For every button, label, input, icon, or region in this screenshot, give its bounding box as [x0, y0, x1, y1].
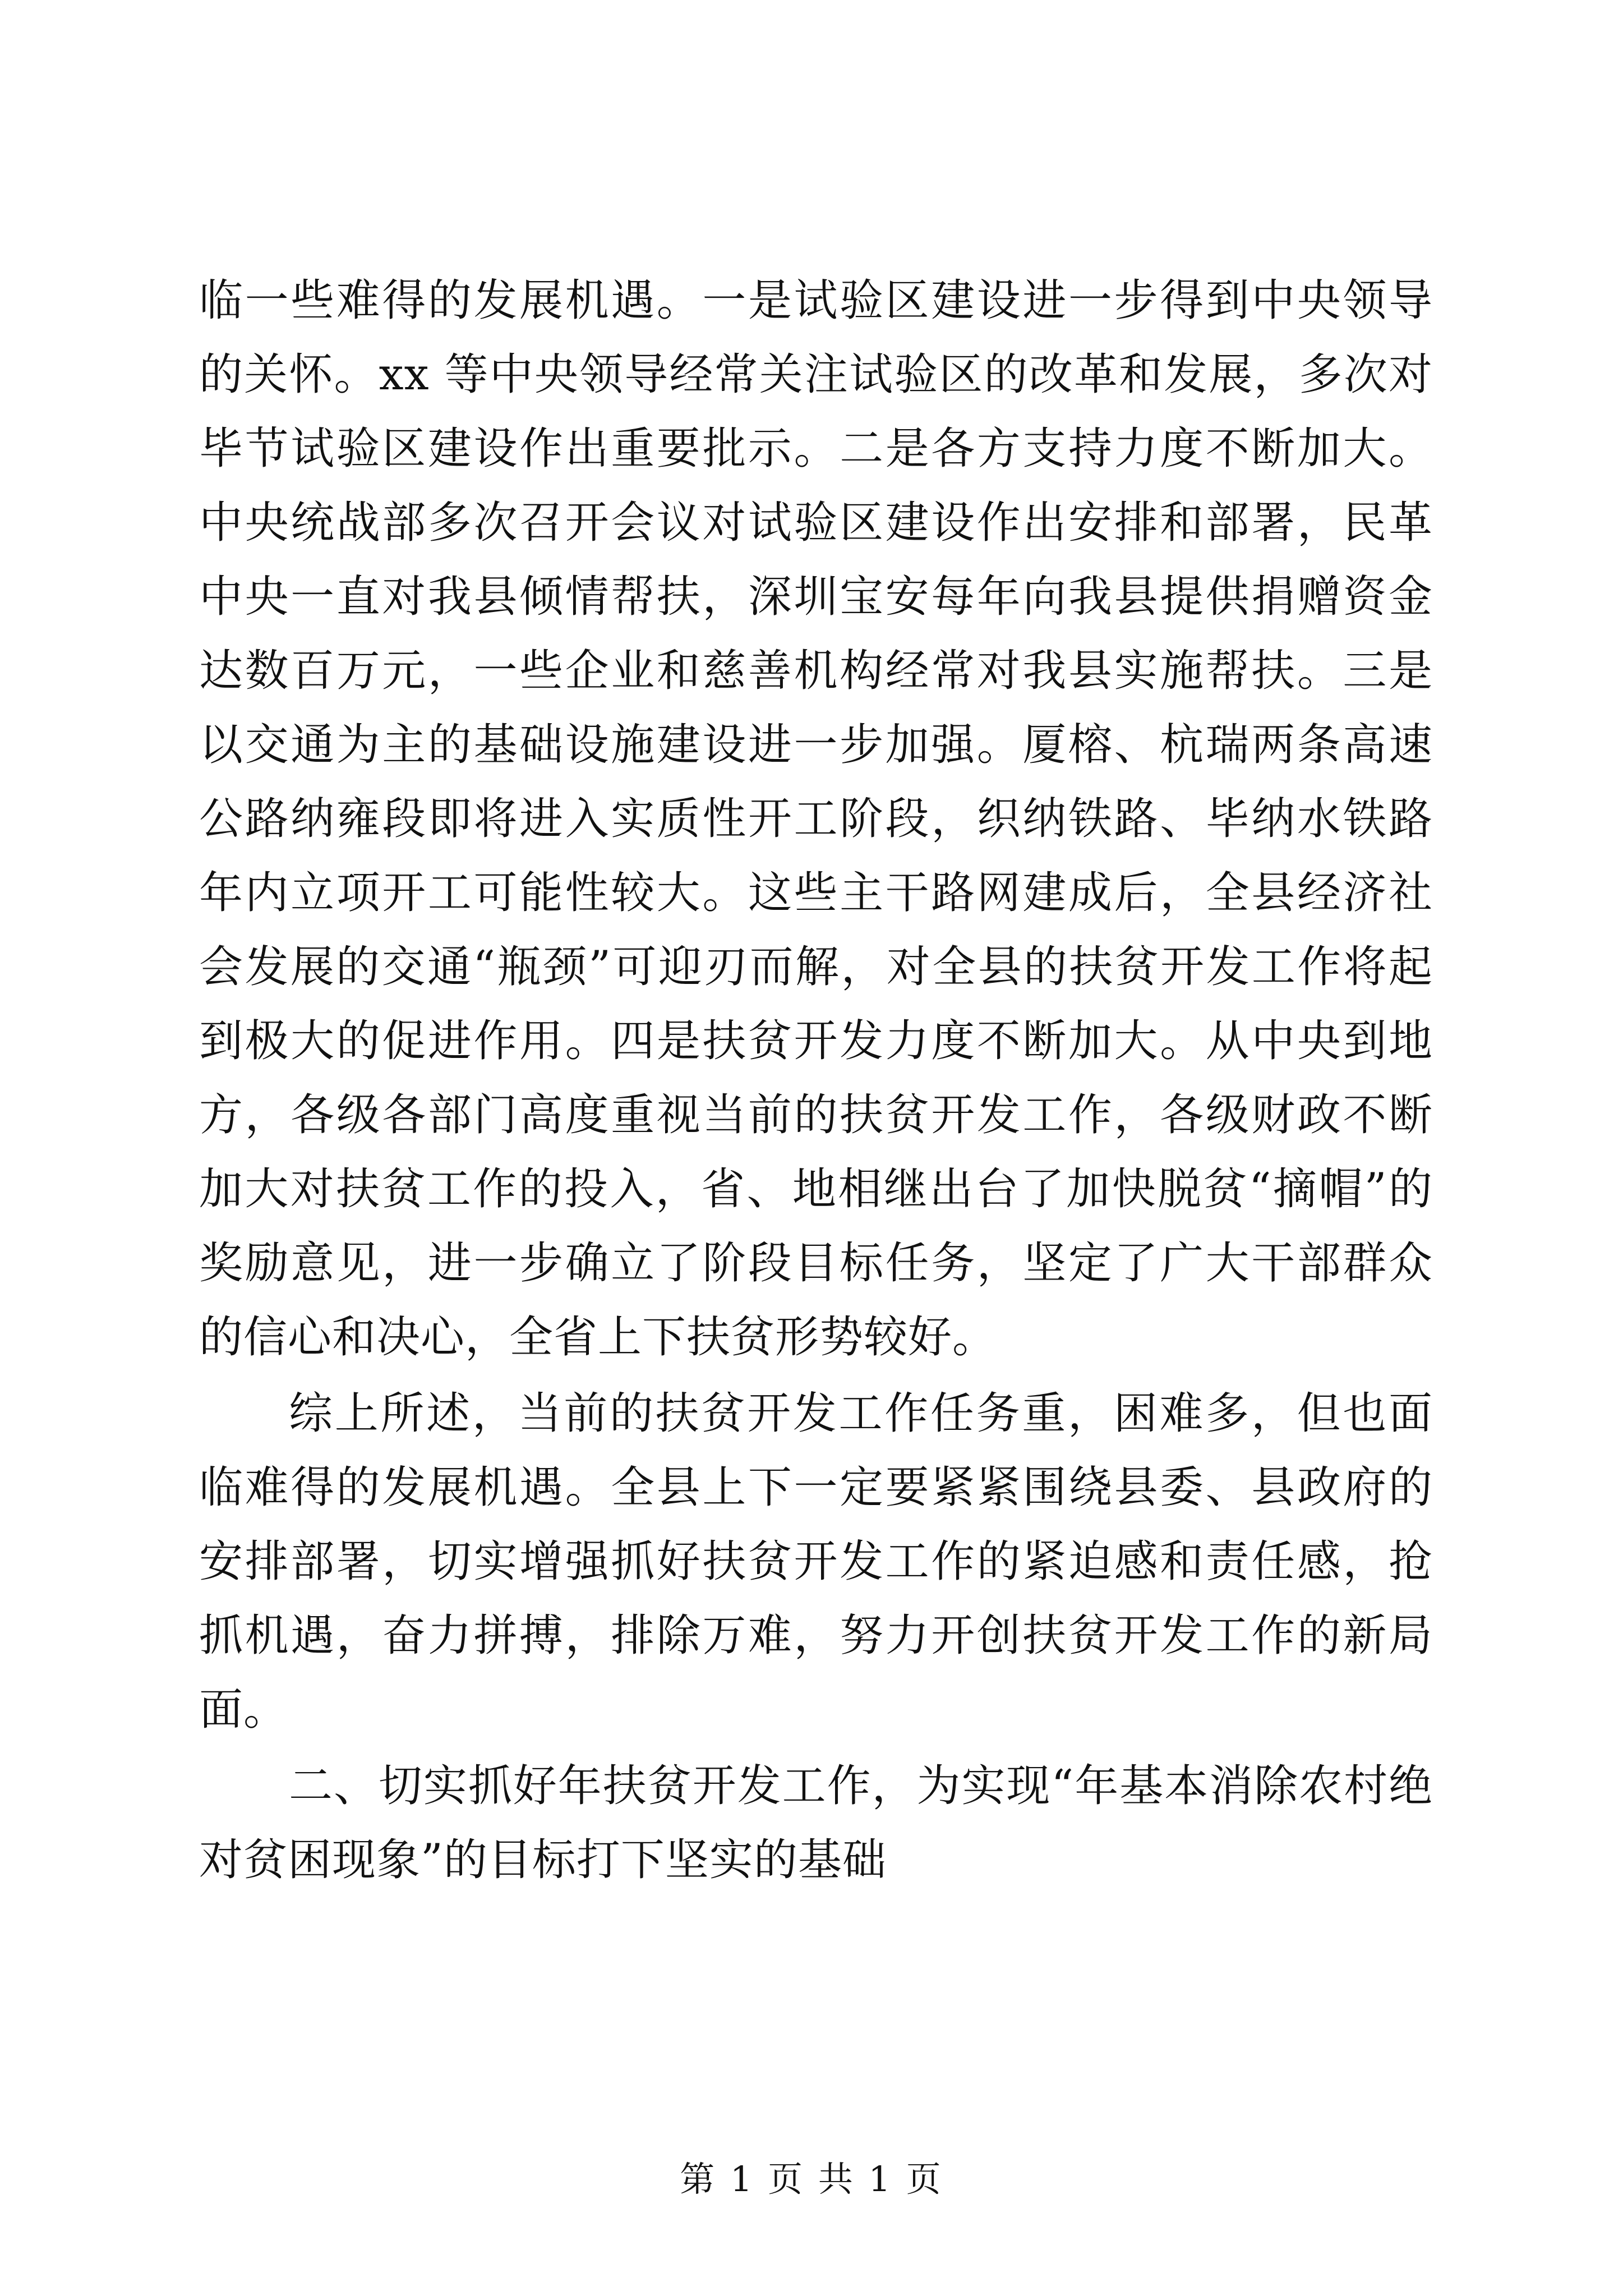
- page-footer: 第 1 页 共 1 页: [680, 2159, 943, 2200]
- paragraph-3: 二、切实抓好年扶贫开发工作，为实现“年基本消除农村绝对贫困现象”的目标打下坚实的基础: [199, 1761, 1433, 1885]
- document-body: [199, 264, 1433, 1899]
- paragraph-1: 临一些难得的发展机遇。一是试验区建设进一步得到中央领导的关怀。xx 等中央领导经常关注试验区的改革和发展，多次对毕节试验区建设作出重要批示。二是各方支持力度不断加大。中央统战部多次召开会议对试验区建设作出安排和部署，民革中央一直对我县倾情帮扶，深圳宝安每年向我县提供捐赠资金达数百万元，一些企业和慈善机构经常对我县实施帮扶。三是以交通为主的基础设施建设进一步加强。厦榕、杭瑞两条高速公路纳雍段即将进入实质性开工阶段，织纳铁路、毕纳水铁路年内立项开工可能性较大。这些主干路网建成后，全县经济社会发展的交通“瓶颈”可迎刃而解，对全县的扶贫开发工作将起到极大的促进作用。四是扶贫开发力度不断加大。从中央到地方，各级各部门高度重视当前的扶贫开发工作，各级财政不断加大对扶贫工作的投入，省、地相继出台了加快脱贫“摘帽”的奖励意见，进一步确立了阶段目标任务，坚定了广大干部群众的信心和决心，全省上下扶贫形势较好。: [199, 275, 1433, 1363]
- paragraph-2: 综上所述，当前的扶贫开发工作任务重，困难多，但也面临难得的发展机遇。全县上下一定要紧紧围绕县委、县政府的安排部署，切实增强抓好扶贫开发工作的紧迫感和责任感，抢抓机遇，奋力拼搏，排除万难，努力开创扶贫开发工作的新局面。: [199, 1388, 1433, 1735]
